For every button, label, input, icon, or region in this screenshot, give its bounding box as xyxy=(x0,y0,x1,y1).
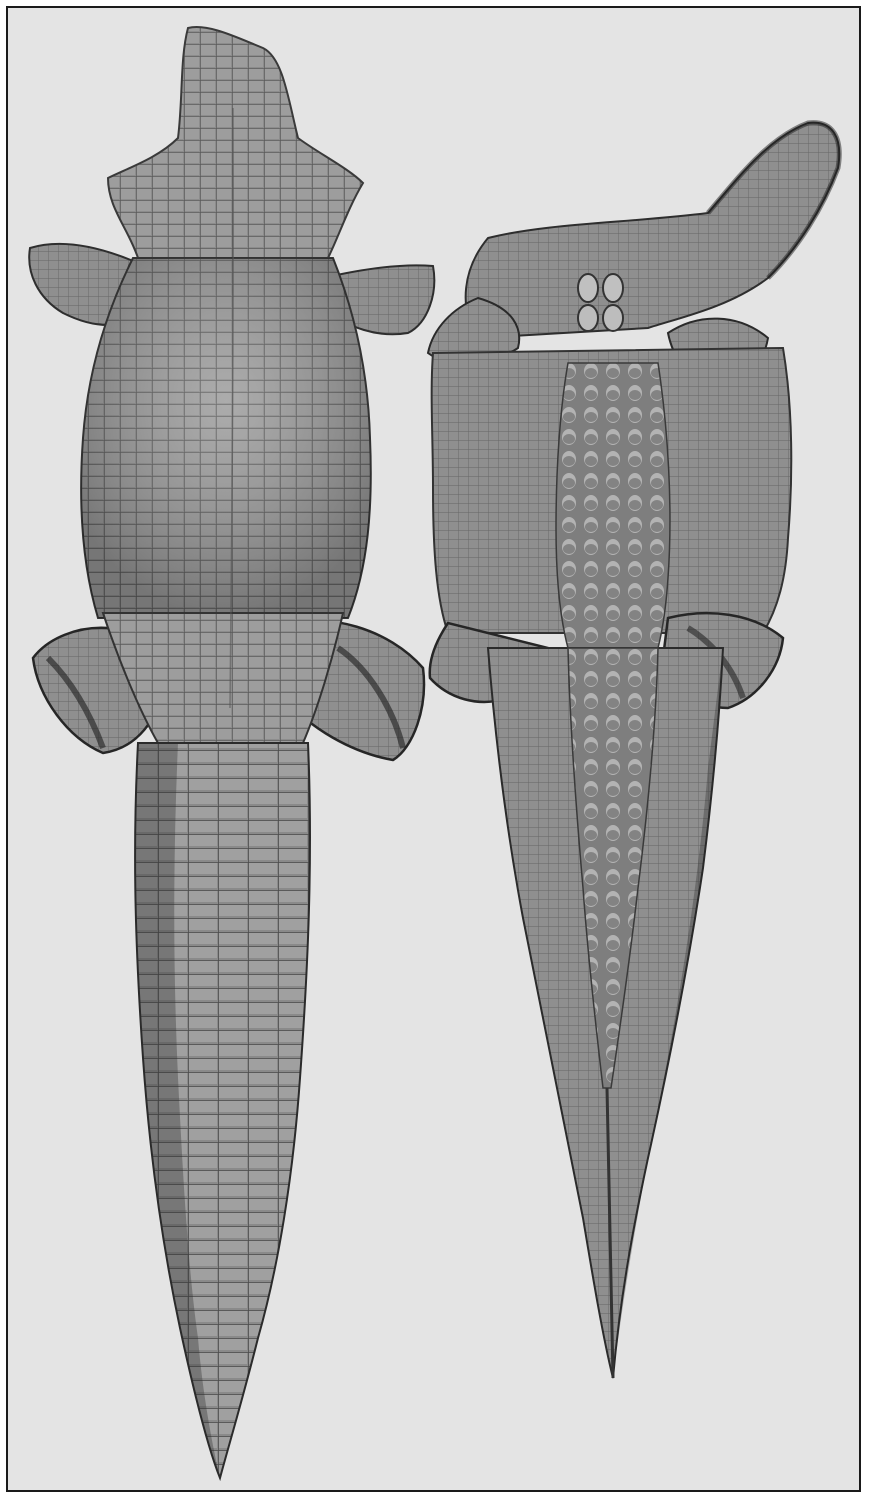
left-hide-body-shading xyxy=(81,258,371,618)
photo-plate xyxy=(6,6,861,1492)
right-hide-head xyxy=(466,123,840,338)
right-hide-dorsal-scutes xyxy=(556,363,670,648)
right-alligator-hide xyxy=(428,123,839,1378)
left-hide-head xyxy=(108,27,363,258)
left-alligator-hide xyxy=(29,27,434,1478)
photo-canvas xyxy=(8,8,859,1490)
